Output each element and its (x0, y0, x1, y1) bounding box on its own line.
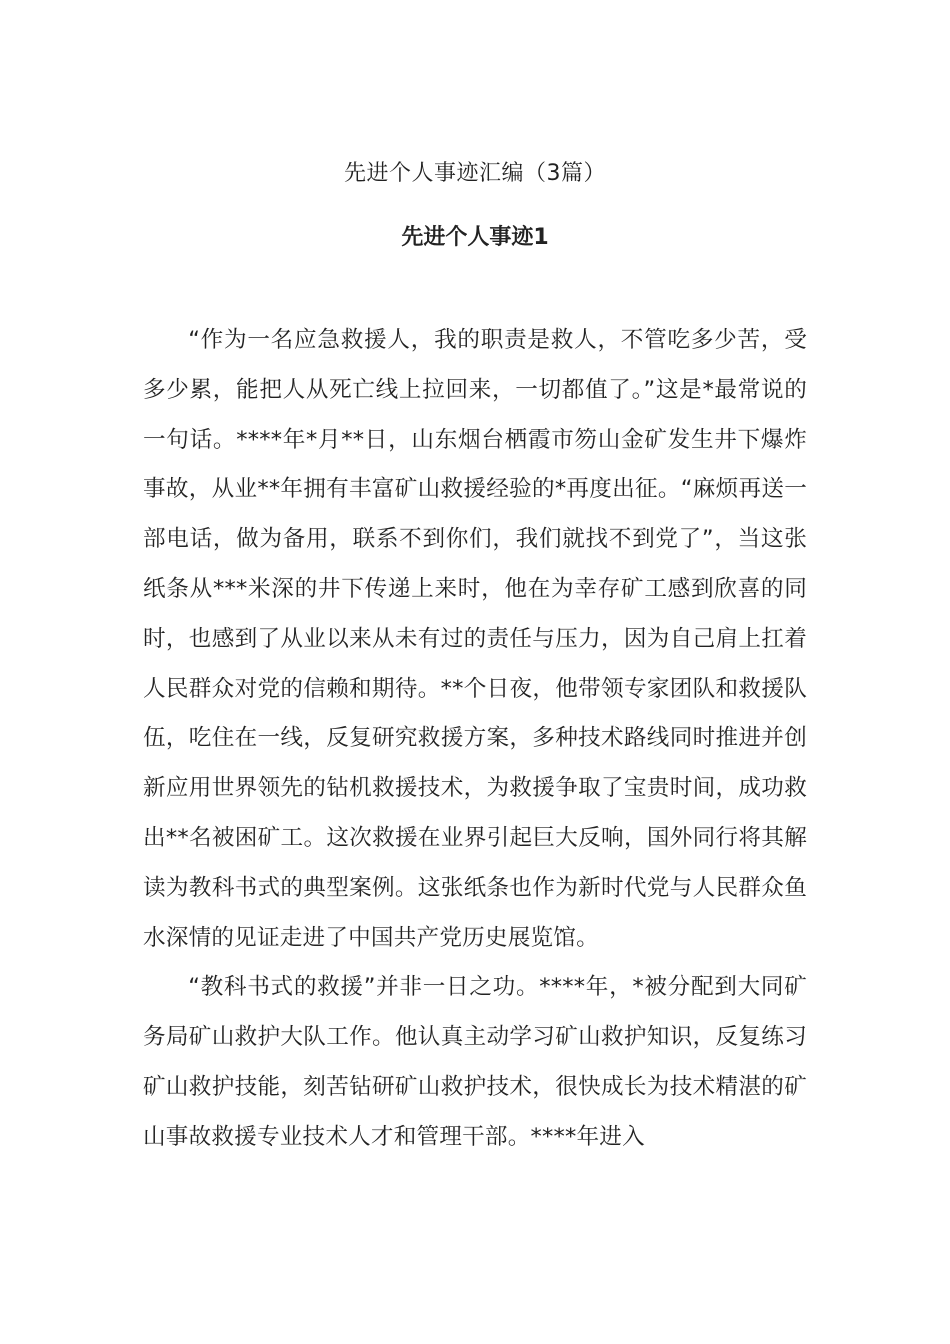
document-body (143, 316, 807, 1163)
section-title: 先进个人事迹1 (401, 225, 549, 250)
document-title: 先进个人事迹汇编（3篇） (344, 161, 606, 186)
paragraph-1: “作为一名应急救援人，我的职责是救人，不管吃多少苦，受多少累，能把人从死亡线上拉回来，一切都值了。”这是*最常说的一句话。****年*月**日，山东烟台栖霞市笏山金矿发生井下爆炸事故，从业**年拥有丰富矿山救援经验的*再度出征。“麻烦再送一部电话，做为备用，联系不到你们，我们就找不到党了”，当这张纸条从***米深的井下传递上来时，他在为幸存矿工感到欣喜的同时，也感到了从业以来从未有过的责任与压力，因为自己肩上扛着人民群众对党的信赖和期待。**个日夜，他带领专家团队和救援队伍，吃住在一线，反复研究救援方案，多种技术路线同时推进并创新应用世界领先的钻机救援技术，为救援争取了宝贵时间，成功救出**名被困矿工。这次救援在业界引起巨大反响，国外同行将其解读为教科书式的典型案例。这张纸条也作为新时代党与人民群众鱼水深情的见证走进了中国共产党历史展览馆。 (143, 327, 807, 951)
paragraph-2: “教科书式的救援”并非一日之功。****年，*被分配到大同矿务局矿山救护大队工作。他认真主动学习矿山救护知识，反复练习矿山救护技能，刻苦钻研矿山救护技术，很快成长为技术精湛的矿山事故救援专业技术人才和管理干部。****年进入 (143, 974, 807, 1150)
